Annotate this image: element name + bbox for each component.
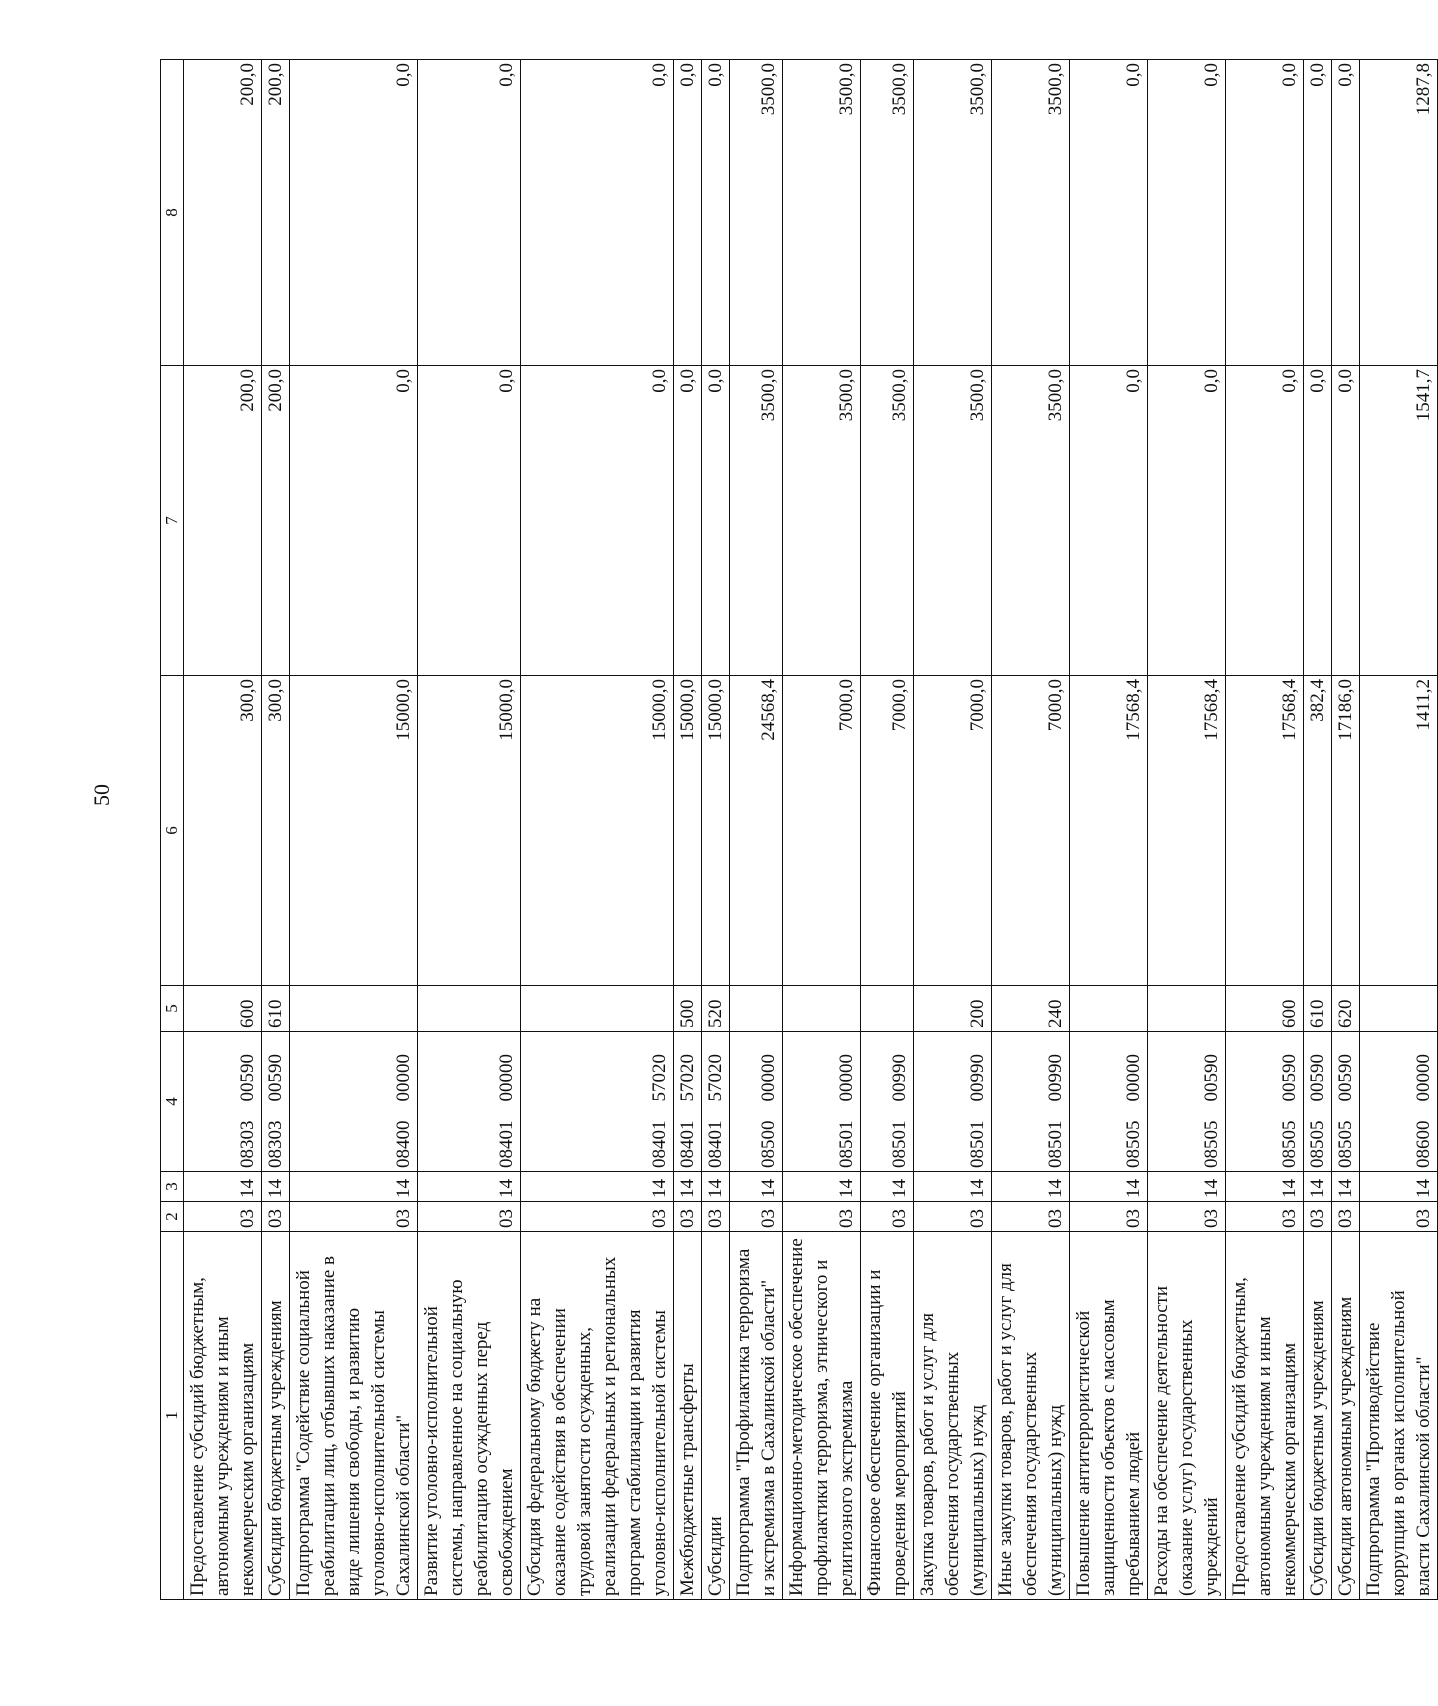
direction-code: 00590 bbox=[237, 1054, 258, 1102]
amount-col6-cell: 15000,0 bbox=[702, 676, 730, 986]
amount-col6-cell: 300,0 bbox=[184, 676, 262, 986]
subsection-cell: 14 bbox=[1148, 1172, 1226, 1202]
target-article-cell bbox=[914, 1032, 992, 1172]
amount-col8-cell: 3500,0 bbox=[783, 60, 861, 366]
direction-code: 00590 bbox=[1307, 1054, 1328, 1102]
direction-code: 57020 bbox=[705, 1054, 726, 1102]
header-col-7: 7 bbox=[161, 366, 184, 676]
header-row bbox=[161, 60, 184, 1600]
table-row bbox=[184, 60, 262, 1600]
expense-type-cell: 500 bbox=[674, 986, 702, 1032]
expense-name-cell: Подпрограмма "Противодействие коррупции в органах исполнительной власти Сахалинской области" bbox=[1360, 1232, 1438, 1600]
target-article-cell bbox=[1148, 1032, 1226, 1172]
expense-type-cell: 240 bbox=[992, 986, 1070, 1032]
subsection-cell: 14 bbox=[992, 1172, 1070, 1202]
target-article-cell bbox=[730, 1032, 783, 1172]
subsection-cell: 14 bbox=[290, 1172, 418, 1202]
target-article-cell bbox=[861, 1032, 914, 1172]
amount-col8-cell: 0,0 bbox=[418, 60, 521, 366]
expense-type-cell bbox=[783, 986, 861, 1032]
expense-name-cell: Субсидии бюджетным учреждениям bbox=[262, 1232, 290, 1600]
target-article-cell bbox=[1226, 1032, 1304, 1172]
amount-col7-cell: 0,0 bbox=[1070, 366, 1148, 676]
direction-code: 57020 bbox=[649, 1054, 670, 1102]
section-cell: 03 bbox=[992, 1202, 1070, 1232]
expense-name-cell: Подпрограмма "Содействие социальной реабилитации лиц, отбывших наказание в виде лишения свободы, и развитию уголовно-исполнительной системы Сахалинской области" bbox=[290, 1232, 418, 1600]
amount-col8-cell: 200,0 bbox=[184, 60, 262, 366]
amount-col6-cell: 15000,0 bbox=[290, 676, 418, 986]
amount-col7-cell: 0,0 bbox=[1148, 366, 1226, 676]
subsection-cell: 14 bbox=[1360, 1172, 1438, 1202]
expense-name-cell: Субсидии bbox=[702, 1232, 730, 1600]
expense-name-cell: Межбюджетные трансферты bbox=[674, 1232, 702, 1600]
direction-code: 00590 bbox=[1335, 1054, 1356, 1102]
amount-col7-cell: 200,0 bbox=[184, 366, 262, 676]
target-article-cell bbox=[702, 1032, 730, 1172]
section-cell: 03 bbox=[1148, 1202, 1226, 1232]
amount-col6-cell: 17568,4 bbox=[1226, 676, 1304, 986]
section-cell: 03 bbox=[1304, 1202, 1332, 1232]
header-col-3: 3 bbox=[161, 1172, 184, 1202]
expense-type-cell: 610 bbox=[262, 986, 290, 1032]
expense-name-cell: Финансовое обеспечение организации и проведения мероприятий bbox=[861, 1232, 914, 1600]
expense-name-cell: Расходы на обеспечение деятельности (оказание услуг) государственных учреждений bbox=[1148, 1232, 1226, 1600]
program-code: 08400 bbox=[393, 1120, 414, 1168]
header-col-6: 6 bbox=[161, 676, 184, 986]
amount-col6-cell: 7000,0 bbox=[783, 676, 861, 986]
amount-col7-cell: 0,0 bbox=[418, 366, 521, 676]
amount-col7-cell: 3500,0 bbox=[992, 366, 1070, 676]
expense-type-cell bbox=[1148, 986, 1226, 1032]
target-article-cell bbox=[290, 1032, 418, 1172]
program-code: 08401 bbox=[649, 1120, 670, 1168]
expense-name-cell: Субсидии автономным учреждениям bbox=[1332, 1232, 1360, 1600]
direction-code: 00000 bbox=[1413, 1054, 1434, 1102]
table-row bbox=[914, 60, 992, 1600]
table-row bbox=[290, 60, 418, 1600]
expense-name-cell: Развитие уголовно-исполнительной системы, направленное на социальную реабилитацию осужденных перед освобождением bbox=[418, 1232, 521, 1600]
amount-col6-cell: 24568,4 bbox=[730, 676, 783, 986]
amount-col6-cell: 7000,0 bbox=[992, 676, 1070, 986]
program-code: 08600 bbox=[1413, 1120, 1434, 1168]
target-article-cell bbox=[521, 1032, 674, 1172]
subsection-cell: 14 bbox=[730, 1172, 783, 1202]
target-article-cell bbox=[1070, 1032, 1148, 1172]
direction-code: 00000 bbox=[758, 1054, 779, 1102]
amount-col7-cell: 0,0 bbox=[1304, 366, 1332, 676]
subsection-cell: 14 bbox=[914, 1172, 992, 1202]
target-article-cell bbox=[674, 1032, 702, 1172]
amount-col8-cell: 0,0 bbox=[1304, 60, 1332, 366]
page-number: 50 bbox=[89, 784, 114, 806]
amount-col6-cell: 15000,0 bbox=[674, 676, 702, 986]
program-code: 08501 bbox=[836, 1120, 857, 1168]
header-col-5: 5 bbox=[161, 986, 184, 1032]
section-cell: 03 bbox=[730, 1202, 783, 1232]
program-code: 08505 bbox=[1123, 1120, 1144, 1168]
amount-col7-cell: 0,0 bbox=[290, 366, 418, 676]
expense-type-cell: 600 bbox=[184, 986, 262, 1032]
amount-col6-cell: 7000,0 bbox=[861, 676, 914, 986]
program-code: 08401 bbox=[496, 1120, 517, 1168]
header-col-2: 2 bbox=[161, 1202, 184, 1232]
expense-type-cell: 600 bbox=[1226, 986, 1304, 1032]
table-row bbox=[262, 60, 290, 1600]
target-article-cell bbox=[1304, 1032, 1332, 1172]
expense-type-cell bbox=[290, 986, 418, 1032]
amount-col7-cell: 3500,0 bbox=[730, 366, 783, 676]
amount-col7-cell: 3500,0 bbox=[914, 366, 992, 676]
header-col-1: 1 bbox=[161, 1232, 184, 1600]
target-article-cell bbox=[783, 1032, 861, 1172]
amount-col7-cell: 3500,0 bbox=[783, 366, 861, 676]
amount-col6-cell: 300,0 bbox=[262, 676, 290, 986]
amount-col8-cell: 0,0 bbox=[1148, 60, 1226, 366]
table-row bbox=[992, 60, 1070, 1600]
amount-col8-cell: 0,0 bbox=[1226, 60, 1304, 366]
rotated-table-container bbox=[160, 60, 1434, 1600]
table-row bbox=[1360, 60, 1438, 1600]
header-col-4: 4 bbox=[161, 1032, 184, 1172]
expense-type-cell bbox=[861, 986, 914, 1032]
table-row bbox=[861, 60, 914, 1600]
section-cell: 03 bbox=[1226, 1202, 1304, 1232]
expense-type-cell: 620 bbox=[1332, 986, 1360, 1032]
budget-table bbox=[160, 59, 1438, 1600]
expense-name-cell: Субсидия федеральному бюджету на оказание содействия в обеспечении трудовой занятости осужденных, реализации федеральных и региональных программ стабилизации и развития уголовно-исполнительной системы bbox=[521, 1232, 674, 1600]
table-body bbox=[184, 60, 1438, 1600]
amount-col8-cell: 0,0 bbox=[521, 60, 674, 366]
program-code: 08303 bbox=[237, 1120, 258, 1168]
program-code: 08505 bbox=[1335, 1120, 1356, 1168]
direction-code: 00000 bbox=[1123, 1054, 1144, 1102]
direction-code: 00590 bbox=[1279, 1054, 1300, 1102]
section-cell: 03 bbox=[418, 1202, 521, 1232]
amount-col8-cell: 3500,0 bbox=[992, 60, 1070, 366]
subsection-cell: 14 bbox=[783, 1172, 861, 1202]
section-cell: 03 bbox=[521, 1202, 674, 1232]
direction-code: 00590 bbox=[265, 1054, 286, 1102]
section-cell: 03 bbox=[1332, 1202, 1360, 1232]
amount-col7-cell: 200,0 bbox=[262, 366, 290, 676]
amount-col8-cell: 3500,0 bbox=[914, 60, 992, 366]
section-cell: 03 bbox=[783, 1202, 861, 1232]
table-row bbox=[1226, 60, 1304, 1600]
amount-col7-cell: 1541,7 bbox=[1360, 366, 1438, 676]
amount-col8-cell: 1287,8 bbox=[1360, 60, 1438, 366]
amount-col7-cell: 0,0 bbox=[674, 366, 702, 676]
target-article-cell bbox=[992, 1032, 1070, 1172]
table-row bbox=[783, 60, 861, 1600]
amount-col7-cell: 0,0 bbox=[1332, 366, 1360, 676]
subsection-cell: 14 bbox=[262, 1172, 290, 1202]
expense-type-cell bbox=[418, 986, 521, 1032]
program-code: 08505 bbox=[1279, 1120, 1300, 1168]
amount-col6-cell: 7000,0 bbox=[914, 676, 992, 986]
amount-col8-cell: 0,0 bbox=[1332, 60, 1360, 366]
amount-col8-cell: 0,0 bbox=[1070, 60, 1148, 366]
amount-col6-cell: 15000,0 bbox=[418, 676, 521, 986]
expense-name-cell: Информационно-методическое обеспечение профилактики терроризма, этнического и религиозного экстремизма bbox=[783, 1232, 861, 1600]
direction-code: 00590 bbox=[1201, 1054, 1222, 1102]
table-row bbox=[730, 60, 783, 1600]
table-row bbox=[1332, 60, 1360, 1600]
amount-col8-cell: 0,0 bbox=[702, 60, 730, 366]
amount-col8-cell: 200,0 bbox=[262, 60, 290, 366]
subsection-cell: 14 bbox=[1070, 1172, 1148, 1202]
table-row bbox=[418, 60, 521, 1600]
amount-col8-cell: 3500,0 bbox=[730, 60, 783, 366]
section-cell: 03 bbox=[290, 1202, 418, 1232]
program-code: 08401 bbox=[705, 1120, 726, 1168]
subsection-cell: 14 bbox=[702, 1172, 730, 1202]
expense-type-cell bbox=[1360, 986, 1438, 1032]
amount-col7-cell: 0,0 bbox=[1226, 366, 1304, 676]
expense-type-cell: 200 bbox=[914, 986, 992, 1032]
direction-code: 00990 bbox=[889, 1054, 910, 1102]
expense-name-cell: Субсидии бюджетным учреждениям bbox=[1304, 1232, 1332, 1600]
section-cell: 03 bbox=[674, 1202, 702, 1232]
header-col-8: 8 bbox=[161, 60, 184, 366]
expense-name-cell: Предоставление субсидий бюджетным, автономным учреждениям и иным некоммерческим организациям bbox=[184, 1232, 262, 1600]
expense-type-cell: 610 bbox=[1304, 986, 1332, 1032]
amount-col7-cell: 0,0 bbox=[702, 366, 730, 676]
section-cell: 03 bbox=[1070, 1202, 1148, 1232]
program-code: 08501 bbox=[1045, 1120, 1066, 1168]
direction-code: 00000 bbox=[393, 1054, 414, 1102]
section-cell: 03 bbox=[914, 1202, 992, 1232]
target-article-cell bbox=[262, 1032, 290, 1172]
table-row bbox=[674, 60, 702, 1600]
target-article-cell bbox=[184, 1032, 262, 1172]
amount-col6-cell: 17568,4 bbox=[1148, 676, 1226, 986]
table-row bbox=[1304, 60, 1332, 1600]
program-code: 08500 bbox=[758, 1120, 779, 1168]
amount-col7-cell: 3500,0 bbox=[861, 366, 914, 676]
amount-col6-cell: 1411,2 bbox=[1360, 676, 1438, 986]
program-code: 08505 bbox=[1307, 1120, 1328, 1168]
program-code: 08501 bbox=[889, 1120, 910, 1168]
table-row bbox=[702, 60, 730, 1600]
amount-col8-cell: 0,0 bbox=[674, 60, 702, 366]
expense-type-cell bbox=[1070, 986, 1148, 1032]
section-cell: 03 bbox=[1360, 1202, 1438, 1232]
expense-name-cell: Иные закупки товаров, работ и услуг для обеспечения государственных (муниципальных) нужд bbox=[992, 1232, 1070, 1600]
direction-code: 00990 bbox=[1045, 1054, 1066, 1102]
table-row bbox=[521, 60, 674, 1600]
program-code: 08501 bbox=[967, 1120, 988, 1168]
target-article-cell bbox=[1360, 1032, 1438, 1172]
direction-code: 00990 bbox=[967, 1054, 988, 1102]
expense-name-cell: Предоставление субсидий бюджетным, автономным учреждениям и иным некоммерческим организациям bbox=[1226, 1232, 1304, 1600]
target-article-cell bbox=[1332, 1032, 1360, 1172]
table-row bbox=[1070, 60, 1148, 1600]
amount-col6-cell: 17186,0 bbox=[1332, 676, 1360, 986]
section-cell: 03 bbox=[861, 1202, 914, 1232]
direction-code: 00000 bbox=[836, 1054, 857, 1102]
expense-name-cell: Закупка товаров, работ и услуг для обеспечения государственных (муниципальных) нужд bbox=[914, 1232, 992, 1600]
subsection-cell: 14 bbox=[1226, 1172, 1304, 1202]
subsection-cell: 14 bbox=[674, 1172, 702, 1202]
expense-type-cell bbox=[730, 986, 783, 1032]
amount-col8-cell: 0,0 bbox=[290, 60, 418, 366]
expense-name-cell: Повышение антитеррористической защищенности объектов с массовым пребыванием людей bbox=[1070, 1232, 1148, 1600]
subsection-cell: 14 bbox=[861, 1172, 914, 1202]
section-cell: 03 bbox=[184, 1202, 262, 1232]
subsection-cell: 14 bbox=[1332, 1172, 1360, 1202]
program-code: 08401 bbox=[677, 1120, 698, 1168]
program-code: 08505 bbox=[1201, 1120, 1222, 1168]
amount-col6-cell: 15000,0 bbox=[521, 676, 674, 986]
section-cell: 03 bbox=[262, 1202, 290, 1232]
section-cell: 03 bbox=[702, 1202, 730, 1232]
target-article-cell bbox=[418, 1032, 521, 1172]
amount-col6-cell: 382,4 bbox=[1304, 676, 1332, 986]
direction-code: 00000 bbox=[496, 1054, 517, 1102]
direction-code: 57020 bbox=[677, 1054, 698, 1102]
subsection-cell: 14 bbox=[184, 1172, 262, 1202]
program-code: 08303 bbox=[265, 1120, 286, 1168]
amount-col6-cell: 17568,4 bbox=[1070, 676, 1148, 986]
subsection-cell: 14 bbox=[418, 1172, 521, 1202]
expense-type-cell bbox=[521, 986, 674, 1032]
table-row bbox=[1148, 60, 1226, 1600]
subsection-cell: 14 bbox=[1304, 1172, 1332, 1202]
amount-col8-cell: 3500,0 bbox=[861, 60, 914, 366]
subsection-cell: 14 bbox=[521, 1172, 674, 1202]
expense-type-cell: 520 bbox=[702, 986, 730, 1032]
amount-col7-cell: 0,0 bbox=[521, 366, 674, 676]
expense-name-cell: Подпрограмма "Профилактика терроризма и экстремизма в Сахалинской области" bbox=[730, 1232, 783, 1600]
